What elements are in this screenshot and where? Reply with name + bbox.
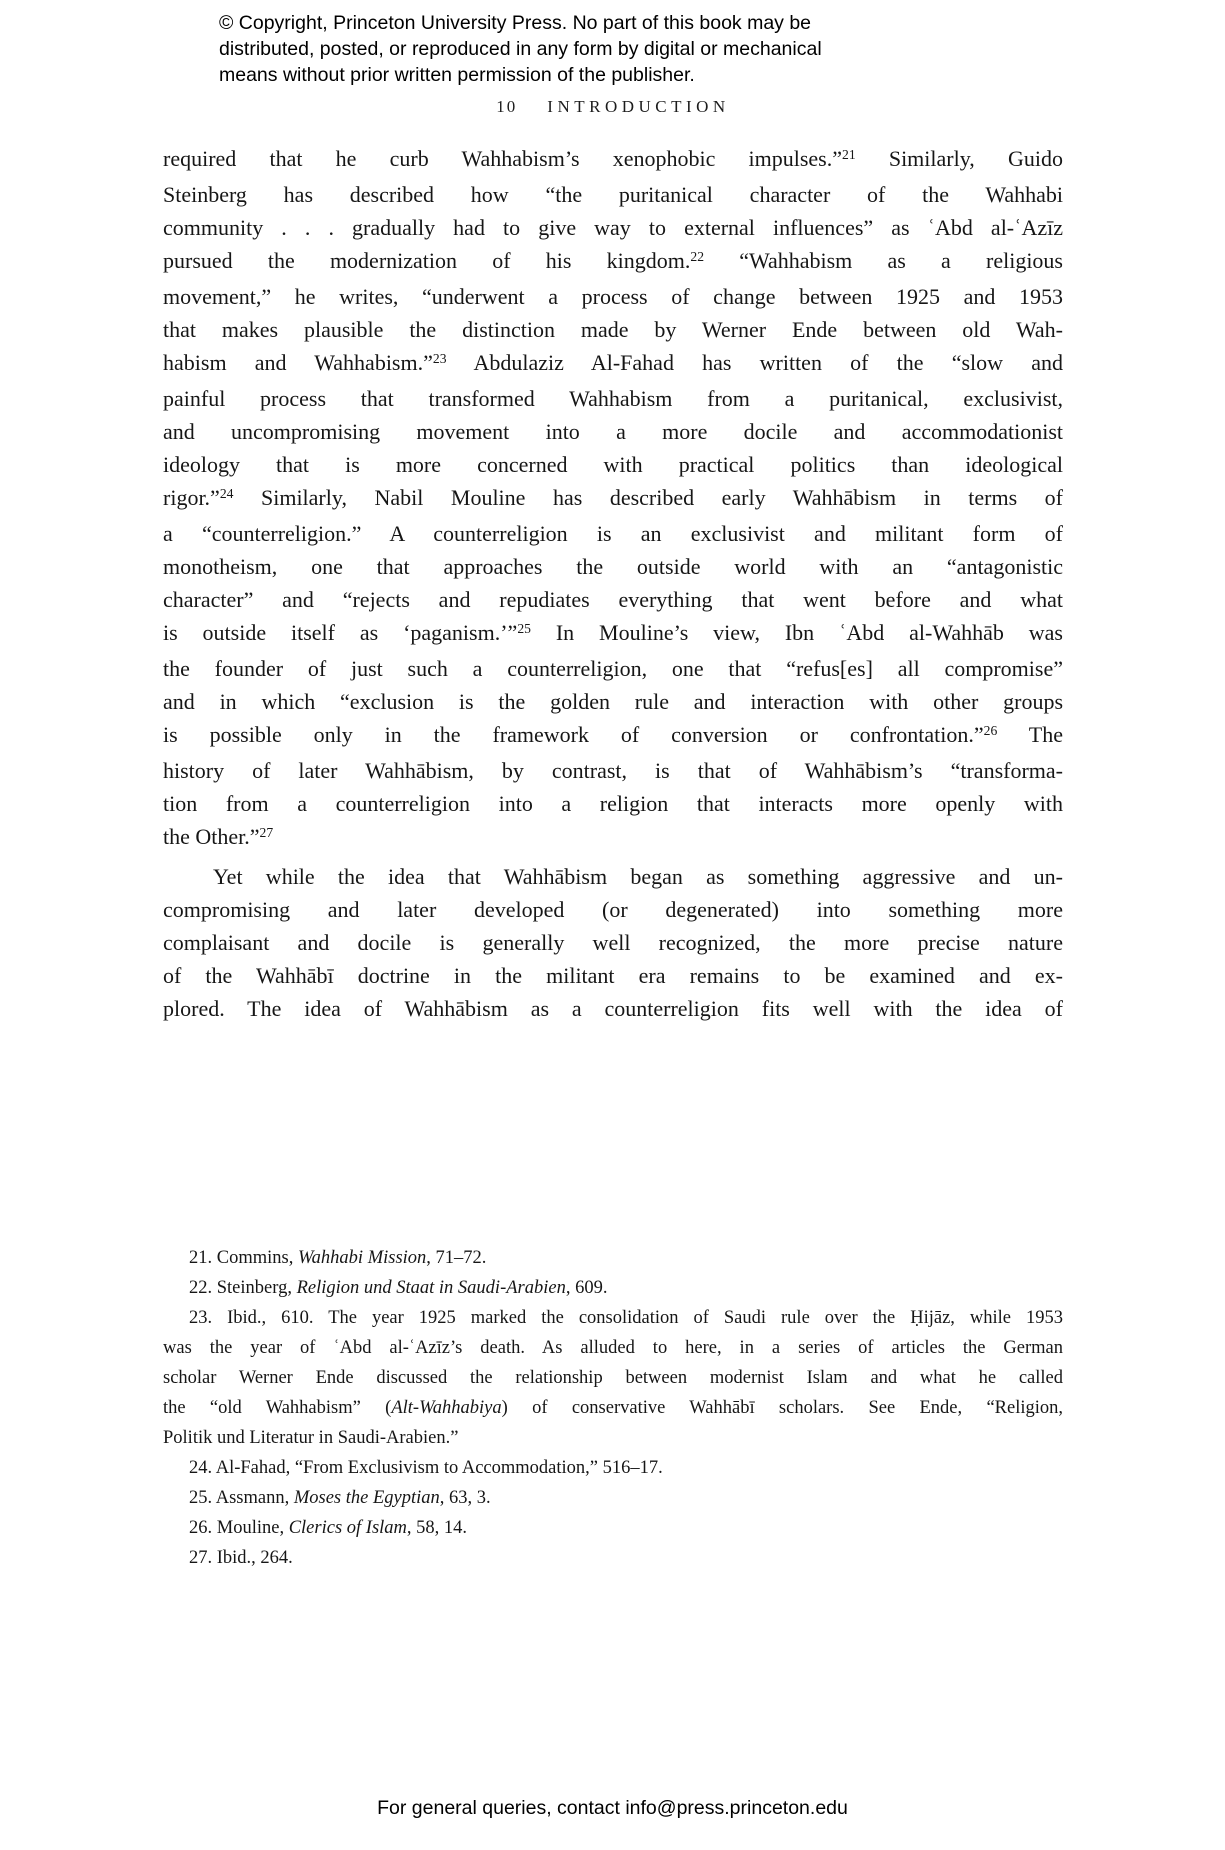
body-line: plored. The idea of Wahhābism as a counterreligion fits well with the idea of [163,996,1063,1021]
body-line: and in which “exclusion is the golden rule and interaction with other groups [163,689,1063,714]
body-line: movement,” he writes, “underwent a process of change between 1925 and 1953 [163,284,1063,309]
running-header [163,97,1063,117]
footnote [163,1303,1063,1453]
body-line: tion from a counterreligion into a religion that interacts more openly with [163,791,1063,816]
copyright-line: means without prior written permission of the publisher. [219,64,695,86]
body-line: the founder of just such a counterreligion, one that “refus[es] all compromise” [163,656,1063,681]
body-line: required that he curb Wahhabism’s xenophobic impulses.”$^{21}$ Similarly, Guido [163,146,1063,171]
footnote-line: the “old Wahhabism” (Alt-Wahhabiya) of conservative Wahhābī scholars. See Ende, “Religion, [163,1398,1064,1418]
footnotes-section [163,1243,1063,1573]
footnote [163,1273,1063,1303]
footnote [163,1453,1063,1483]
footnote [163,1543,1063,1573]
footnote-line: 26. Mouline, Clerics of Islam, 58, 14. [189,1518,468,1538]
body-text [163,142,1063,1025]
body-line: monotheism, one that approaches the outside world with an “antagonistic [163,554,1063,579]
body-line: and uncompromising movement into a more docile and accommodationist [163,419,1063,444]
body-line: that makes plausible the distinction made by Werner Ende between old Wah- [163,317,1063,342]
body-line: habism and Wahhabism.”$^{23}$ Abdulaziz Al-Fahad has written of the “slow and [163,350,1063,375]
body-line: complaisant and docile is generally well recognized, the more precise nature [163,930,1063,955]
footnote-line: was the year of ʿAbd al-ʿAzīz’s death. As alluded to here, in a series of articles the German [163,1338,1063,1358]
body-line: a “counterreligion.” A counterreligion is an exclusivist and militant form of [163,521,1063,546]
body-line: painful process that transformed Wahhabism from a puritanical, exclusivist, [163,386,1063,411]
body-line: compromising and later developed (or degenerated) into something more [163,897,1063,922]
page-number: 10 [496,97,518,116]
footnote [163,1513,1063,1543]
body-line: is outside itself as ‘paganism.’”$^{25}$ In Mouline’s view, Ibn ʿAbd al-Wahhāb was [163,620,1063,645]
body-line: is possible only in the framework of conversion or confrontation.”$^{26}$ The [163,722,1063,747]
body-line: ideology that is more concerned with practical politics than ideological [163,452,1063,477]
copyright-notice [219,10,822,88]
body-line: character” and “rejects and repudiates everything that went before and what [163,587,1063,612]
body-line: the Other.”$^{27}$ [163,824,274,849]
footnote-line: 24. Al-Fahad, “From Exclusivism to Accommodation,” 516–17. [189,1458,663,1478]
footnote [163,1483,1063,1513]
paragraph [163,142,1063,856]
footnote-line: scholar Werner Ende discussed the relationship between modernist Islam and what he called [163,1368,1063,1388]
footnote-line: 27. Ibid., 264. [189,1548,293,1568]
copyright-line: © Copyright, Princeton University Press. No part of this book may be [219,12,812,34]
body-line: Steinberg has described how “the puritanical character of the Wahhabi [163,182,1063,207]
footnote [163,1243,1063,1273]
footer-contact: For general queries, contact info@press.princeton.edu [377,1797,848,1819]
body-line: pursued the modernization of his kingdom.$^{22}$ “Wahhabism as a religious [163,248,1063,273]
body-line: community . . . gradually had to give way to external influences” as ʿAbd al-ʿAzīz [163,215,1063,240]
body-line: rigor.”$^{24}$ Similarly, Nabil Mouline has described early Wahhābism in terms of [163,485,1063,510]
body-line: of the Wahhābī doctrine in the militant era remains to be examined and ex- [163,963,1063,988]
body-line: Yet while the idea that Wahhābism began as something aggressive and un- [213,864,1063,889]
footnote-line: 22. Steinberg, Religion und Staat in Saudi-Arabien, 609. [189,1278,608,1298]
footnote-line: Politik und Literatur in Saudi-Arabien.” [163,1428,459,1448]
footnote-line: 23. Ibid., 610. The year 1925 marked the consolidation of Saudi rule over the Ḥijāz, while 1953 [189,1308,1063,1328]
copyright-line: distributed, posted, or reproduced in any form by digital or mechanical [219,38,822,60]
footnote-line: 25. Assmann, Moses the Egyptian, 63, 3. [189,1488,491,1508]
paragraph [163,860,1063,1025]
section-title: INTRODUCTION [547,97,730,116]
body-line: history of later Wahhābism, by contrast, is that of Wahhābism’s “transforma- [163,758,1063,783]
footnote-line: 21. Commins, Wahhabi Mission, 71–72. [189,1248,487,1268]
